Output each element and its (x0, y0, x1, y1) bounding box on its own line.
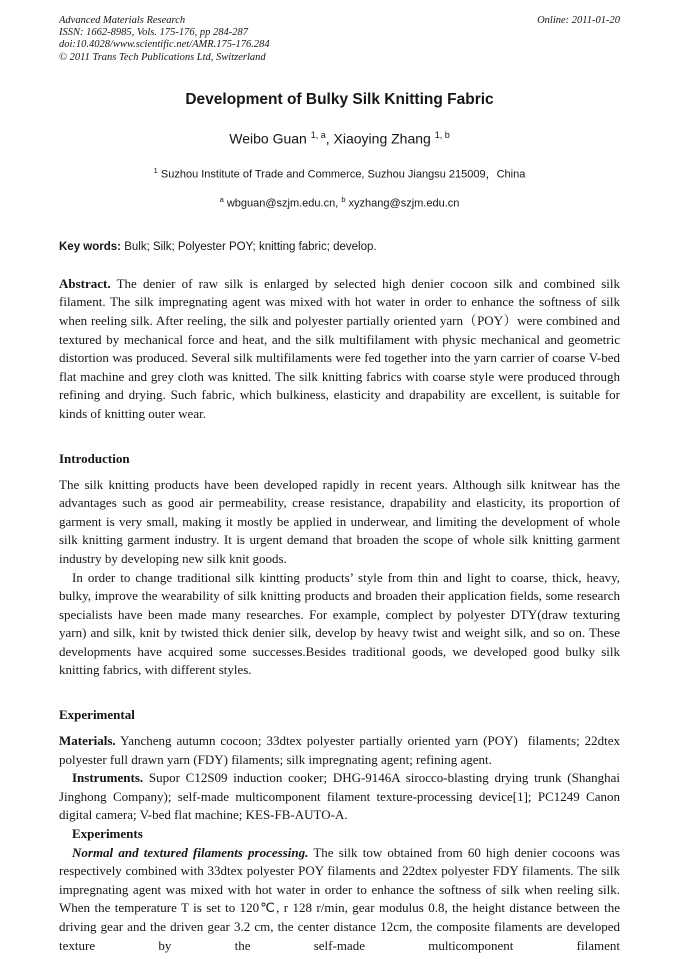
experiments-subheading: Experiments (72, 826, 143, 842)
author-1-superscript: 1, a (310, 129, 326, 140)
abstract-paragraph (59, 275, 620, 424)
instruments-text: Supor C12S09 induction cooker; DHG-9146A sirocco-blasting drying trunk (Shanghai Jinghong Company); self-made multicomponent filament texture-processing device[1]; PC1249 Canon digital camera; V-bed flat machine; KES-FB-AUTO-A. (59, 770, 620, 823)
keywords-label: Key words: (59, 240, 121, 253)
experimental-heading: Experimental (59, 707, 135, 723)
keywords-text: Bulk; Silk; Polyester POY; knitting fabric; develop. (121, 240, 377, 253)
email-2-address: xyzhang@szjm.edu.cn (345, 197, 460, 210)
journal-name: Advanced Materials Research (59, 15, 186, 26)
introduction-heading: Introduction (59, 450, 130, 466)
processing-paragraph (59, 844, 620, 956)
author-1-name: Weibo Guan (229, 130, 311, 147)
introduction-paragraph-1: The silk knitting products have been developed rapidly in recent years. Although silk knitwear has the advantages such as good air permeability, crease resistance, drapability and elasticity, its proportion of garment is very small, making it mostly be applied in underwear, and limiting the development of whole silk knitting garment industry. It is urgent demand that broaden the scope of whole silk knitting garment industry by developing new silk knit goods. (59, 476, 620, 566)
introduction-paragraph-2: In order to change traditional silk kintting products’ style from thin and light to coarse, thick, heavy, bulky, improve the wearability of silk knitting products and broaden their application fields, some research specialists have been made many researches. For example, complect by polyester DTY(draw texturing yarn) and silk, knit by twisted thick denier silk, develop by heavy twist and weight silk, and so on. These developments have acquired some successes.Besides traditional goods, we developed good bulky silk knitting fabrics, with different styles. (59, 569, 620, 678)
email-1-address: wbguan@szjm.edu.cn, (223, 197, 342, 210)
keywords-line (59, 240, 620, 254)
author-2-superscript: 1, b (434, 129, 450, 140)
email-2-superscript: b (341, 195, 346, 205)
journal-header (59, 15, 620, 64)
online-date: Online: 2011-01-20 (537, 15, 620, 26)
paper-title: Development of Bulky Silk Knitting Fabric (185, 90, 494, 108)
affiliation-text: Suzhou Institute of Trade and Commerce, Suzhou Jiangsu 215009，China (157, 169, 526, 182)
materials-label: Materials. (59, 733, 116, 749)
affiliation-superscript: 1 (153, 166, 158, 176)
processing-label: Normal and textured filaments processing. (72, 844, 309, 860)
journal-header-left (59, 15, 270, 64)
copyright-line: © 2011 Trans Tech Publications Ltd, Switzerland (59, 51, 266, 63)
issn-line: ISSN: 1662-8985, Vols. 175-176, pp 284-287 (59, 27, 248, 39)
abstract-label: Abstract. (59, 275, 111, 291)
authors-separator: , (325, 130, 334, 147)
affiliation-line (59, 164, 620, 182)
authors-line (59, 127, 620, 148)
abstract-text: The denier of raw silk is enlarged by selected high denier cocoon silk and combined silk filament. The silk impregnating agent was mixed with hot water in order to enhance the softness of silk when reeling silk. After reeling, the silk and polyester partially oriented yarn（POY）were combined and textured by mechanical force and heat, and the silk multifilament with physic mechanical and geometric distortion was produced. Several silk multifilaments were fed together into the yarn carrier of coarse V-bed flat machine and grey cloth was knitted. The silk knitting fabrics with coarse style were produced through refining and drying. Such fabric, which bulkiness, elasticity and drapability are excellent, is suitable for kinds of knitting outer wear. (59, 275, 620, 421)
processing-text: The silk tow obtained from 60 high denier cocoons was respectively combined with 33dtex polyester POY filaments and 22dtex polyester FDY filaments. The silk impregnating agent was mixed with hot water in order to enhance the softness of silk when reeling silk. When the temperature T is set to 120℃, r 128 r/min, gear modulus 0.8, the height distance between the driving gear and the driven gear 3.2 cm, the center distance 12cm, the composite filaments are developed texture by the self-made multicomponent filament (59, 844, 620, 953)
doi-line: doi:10.4028/www.scientific.net/AMR.175-176.284 (59, 39, 270, 51)
email-1-superscript: a (219, 195, 224, 205)
materials-paragraph (59, 732, 620, 769)
instruments-label: Instruments. (72, 770, 144, 786)
emails-line (59, 193, 620, 211)
author-2-name: Xiaoying Zhang (333, 130, 435, 147)
materials-text: Yancheng autumn cocoon; 33dtex polyester partially oriented yarn (POY) filaments; 22dtex polyester full drawn yarn (FDY) filaments; silk impregnating agent; refining agent. (59, 733, 620, 767)
instruments-paragraph (59, 769, 620, 825)
